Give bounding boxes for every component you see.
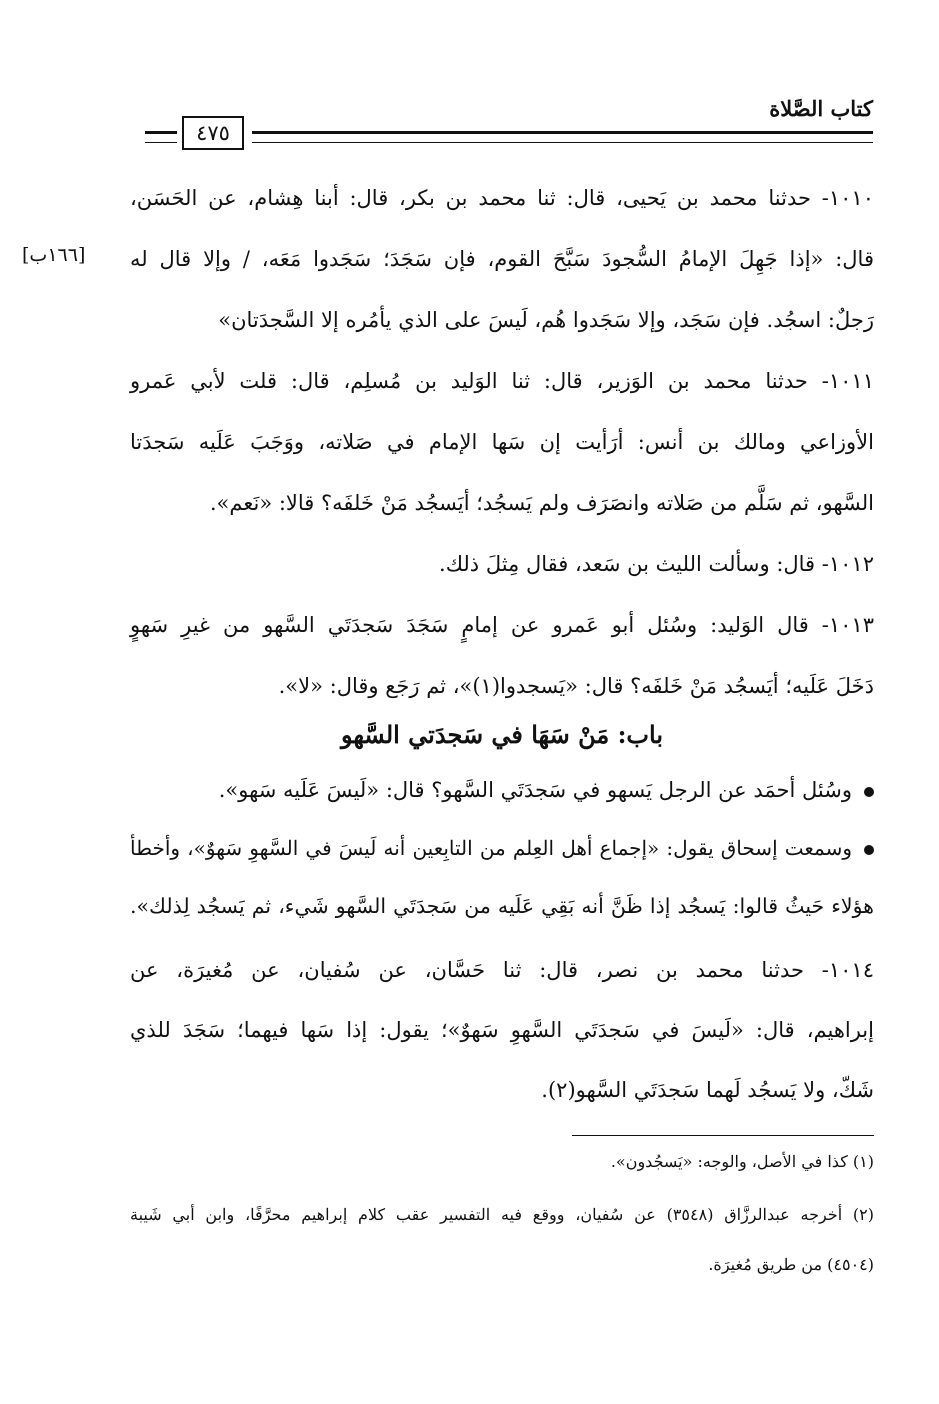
footnote-rule — [572, 1135, 874, 1136]
footnote: (٢) أخرجه عبدالرزَّاق (٣٥٤٨) عن سُفيان، ووقع فيه التفسير عقب كلام إبراهيم محرَّفًا، وابن أبي شَيبة — [130, 1205, 874, 1224]
text-line: رَجلٌ: اسجُد. فإن سَجَد، وإلا سَجَدوا هُم، لَيسَ على الذي يأمُره إلا السَّجدَتان» — [218, 308, 874, 332]
bullet-icon — [864, 787, 874, 797]
text-line: ١٠١٤- حدثنا محمد بن نصر، قال: ثنا حَسَّان، عن سُفيان، عن مُغيرَة، عن — [130, 958, 874, 982]
text-line: السَّهو، ثم سَلَّم من صَلاته وانصَرَف ولم يَسجُد؛ أيَسجُد مَنْ خَلفَه؟ قالا: «نَعم». — [209, 491, 874, 515]
page-number-box: ٤٧٥ — [182, 116, 244, 150]
bullet-line — [130, 818, 874, 878]
text-line: ١٠١٣- قال الوَليد: وسُئل أبو عَمرو عن إمامٍ سَجَدَ سَجدَتَي السَّهو من غيرِ سَهوٍ — [130, 613, 874, 637]
bullet-icon — [864, 845, 874, 855]
footnote: (١) كذا في الأصل، والوجه: «يَسجُدون». — [610, 1152, 874, 1171]
folio-margin-note: [١٦٦ب] — [22, 244, 86, 266]
text-line: دَخَلَ عَلَيه؛ أيَسجُد مَنْ خَلفَه؟ قال: «يَسجدوا(١)»، ثم رَجَع وقال: «لا». — [278, 674, 874, 698]
text-line: قال: «إذا جَهِلَ الإمامُ السُّجودَ سَبَّحَ القوم، فإن سَجَدَ؛ سَجَدوا مَعَه، / وإلا قال له — [130, 247, 874, 271]
text-line: وسُئل أحمَد عن الرجل يَسهو في سَجدَتَي السَّهو؟ قال: «لَيسَ عَلَيه سَهو». — [218, 778, 852, 802]
text-line: شَكّ، ولا يَسجُد لَهما سَجدَتَي السَّهو(٢). — [541, 1078, 874, 1102]
text-line: إبراهيم، قال: «لَيسَ في سَجدَتَي السَّهوِ سَهوٌ»؛ يقول: إذا سَها فيهما؛ سَجَدَ للذي — [130, 1018, 874, 1042]
chapter-heading: باب: مَنْ سَهَا في سَجدَتي السَّهو — [340, 720, 664, 749]
text-line: ١٠١٢- قال: وسألت الليث بن سَعد، فقال مِثلَ ذلك. — [439, 552, 874, 576]
text-line: هؤلاء حَيثُ قالوا: يَسجُد إذا ظَنَّ أنه بَقِي عَلَيه من سَجدَتَي السَّهو شَيء، ثم يَسجُد لِذلك». — [130, 894, 874, 918]
text-line: الأوزاعي ومالك بن أنس: أرَأيت إن سَها الإمام في صَلاته، ووَجَبَ عَلَيه سَجدَتا — [130, 430, 874, 454]
running-head-title: كتاب الصَّلاة — [769, 96, 873, 121]
header-rule — [252, 131, 873, 143]
text-line: ١٠١٠- حدثنا محمد بن يَحيى، قال: ثنا محمد بن بكر، قال: أبنا هِشام، عن الحَسَن، — [130, 186, 874, 210]
footnote: (٤٥٠٤) من طريق مُغيرَة. — [708, 1255, 874, 1274]
text-block-1 — [130, 168, 874, 708]
text-block-2 — [130, 760, 874, 1120]
bullet-line — [130, 760, 874, 820]
text-line: ١٠١١- حدثنا محمد بن الوَزير، قال: ثنا الوَليد بن مُسلِم، قال: قلت لأبي عَمرو — [130, 369, 874, 393]
header-rule-short — [145, 131, 177, 143]
text-line: وسمعت إسحاق يقول: «إجماع أهل العِلم من التابِعين أنه لَيسَ في السَّهوِ سَهوٌ»، وأخطأ — [130, 836, 852, 860]
